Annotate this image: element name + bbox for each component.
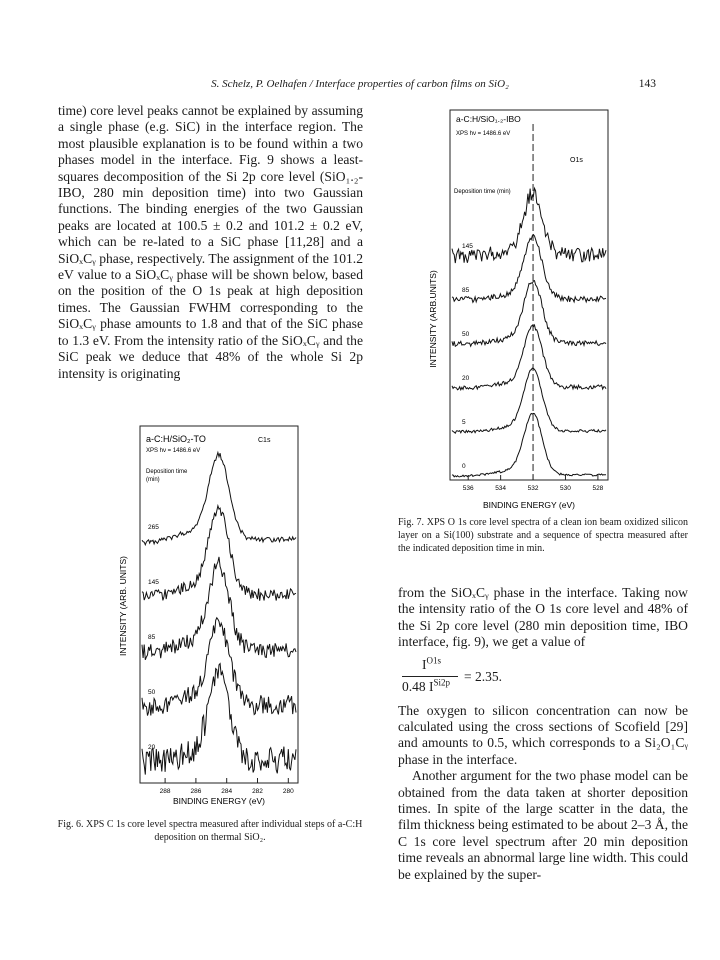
spectrum-line [452,325,606,390]
series-label: 85 [462,287,470,294]
spectrum-line [142,453,296,545]
body-paragraph: Another argument for the two phase model can be obtained from the data taken at shorter deposition times. In spite of the large scatter in the data, the film thickness being estimated to be about 2–3 Å, the C 1s core level spectrum after 20 min deposition time reveals an abnormal large line width. This could be explained by the super- [398,768,688,882]
x-tick-label: 286 [190,788,202,795]
equation-value: = 2.35. [464,668,502,684]
x-tick-label: 536 [462,485,474,492]
x-tick-label: 532 [527,485,539,492]
sample-label: a-C:H/SiO₁.₂-IBO [456,114,521,124]
spectrum-line [452,368,606,433]
figure-6-caption: Fig. 6. XPS C 1s core level spectra measured after individual steps of a-C:H deposition on thermal SiO₂. [57,819,363,843]
plot-frame [140,426,298,783]
spectrum-line [142,557,296,660]
right-column-text [398,585,688,883]
left-column-text [58,103,363,382]
deposition-unit: (min) [146,477,160,483]
series-label: 20 [148,744,156,751]
x-tick-label: 280 [282,788,294,795]
x-tick-label: 284 [221,788,233,795]
body-paragraph: The oxygen to silicon concentration can now be calculated using the cross sections of Scofield [29] and amounts to 0.5, which corresponds to a Si₂O₁Cᵧ phase in the interface. [398,702,688,767]
page-header [0,78,720,94]
series-label: 50 [462,331,470,338]
y-axis-label: INTENSITY (ARB. UNITS) [118,556,128,656]
figure-7-chart [428,104,628,514]
peak-label: O1s [570,157,583,164]
spectrum-line [452,281,606,347]
x-axis-label: BINDING ENERGY (eV) [483,500,575,510]
series-label: 0 [462,463,466,470]
spectrum-line [452,413,606,477]
series-label: 20 [462,375,470,382]
page-number: 143 [638,78,656,90]
equation-denominator: 0.48 $I^{Si2p}$ [402,677,451,694]
figure-6-chart [118,418,318,810]
spectrum-line [142,506,296,601]
x-tick-label: 530 [560,485,571,492]
figure-7-caption: Fig. 7. XPS O 1s core level spectra of a clean ion beam oxidized silicon layer on a Si(100) substrate and a sequence of spectra measured after the indicated deposition time in min. [398,517,688,554]
equation [402,657,688,697]
series-label: 85 [148,634,156,641]
series-label: 145 [462,243,473,250]
spectrum-line [452,188,606,263]
deposition-label: Deposition time [146,469,188,475]
plot-frame [450,110,608,480]
series-label: 145 [148,579,159,586]
x-tick-label: 282 [252,788,263,795]
body-paragraph: time) core level peaks cannot be explained by assuming a single phase (e.g. SiC) in the interface region. The most plausible explanation is to be found within a two phases model in the interface. Fig. 9 shows a least-squares decomposition of the Si 2p core level (SiO₁.₂-IBO, 280 min deposition time) into two Gaussian functions. The binding energies of the two Gaussian peaks are located at 100.5 ± 0.2 and 101.2 ± 0.2 eV, which can be re-lated to a SiC phase [11,28] and a SiOₓCᵧ phase, respectively. The assignment of the 101.2 eV value to a SiOₓCᵧ phase will be shown below, based on the position of the O 1s peak at high deposition times. The Gaussian FWHM corresponding to the SiOₓCᵧ phase amounts to 1.8 and that of the SiC phase to 1.3 eV. From the intensity ratio of the SiOₓCᵧ and the SiC peak we deduce that 48% of the whole Si 2p intensity is originating [58,103,363,381]
running-head: S. Schelz, P. Oelhafen / Interface properties of carbon films on SiO₂ [211,78,509,90]
deposition-label: Deposition time (min) [454,189,511,195]
x-tick-label: 534 [495,485,507,492]
series-label: 5 [462,419,466,426]
x-axis-label: BINDING ENERGY (eV) [173,796,265,806]
xps-label: XPS hν = 1486.6 eV [146,448,201,454]
peak-label: C1s [258,437,271,444]
sample-label: a-C:H/SiO₂-TO [146,434,206,444]
series-label: 265 [148,524,159,531]
x-tick-label: 288 [159,788,171,795]
x-tick-label: 528 [592,485,604,492]
series-label: 50 [148,689,156,696]
equation-numerator: $I^{O1s}$ [422,655,442,672]
xps-label: XPS hν = 1486.6 eV [456,131,511,137]
spectrum-line [142,664,296,775]
spectrum-line [452,235,606,303]
y-axis-label: INTENSITY (ARB.UNITS) [428,270,438,368]
body-paragraph: from the SiOₓCᵧ phase in the interface. Taking now the intensity ratio of the O 1s core level and 48% of the Si 2p core level (280 min deposition time, IBO interface, fig. 9), we get a value of [398,585,688,650]
